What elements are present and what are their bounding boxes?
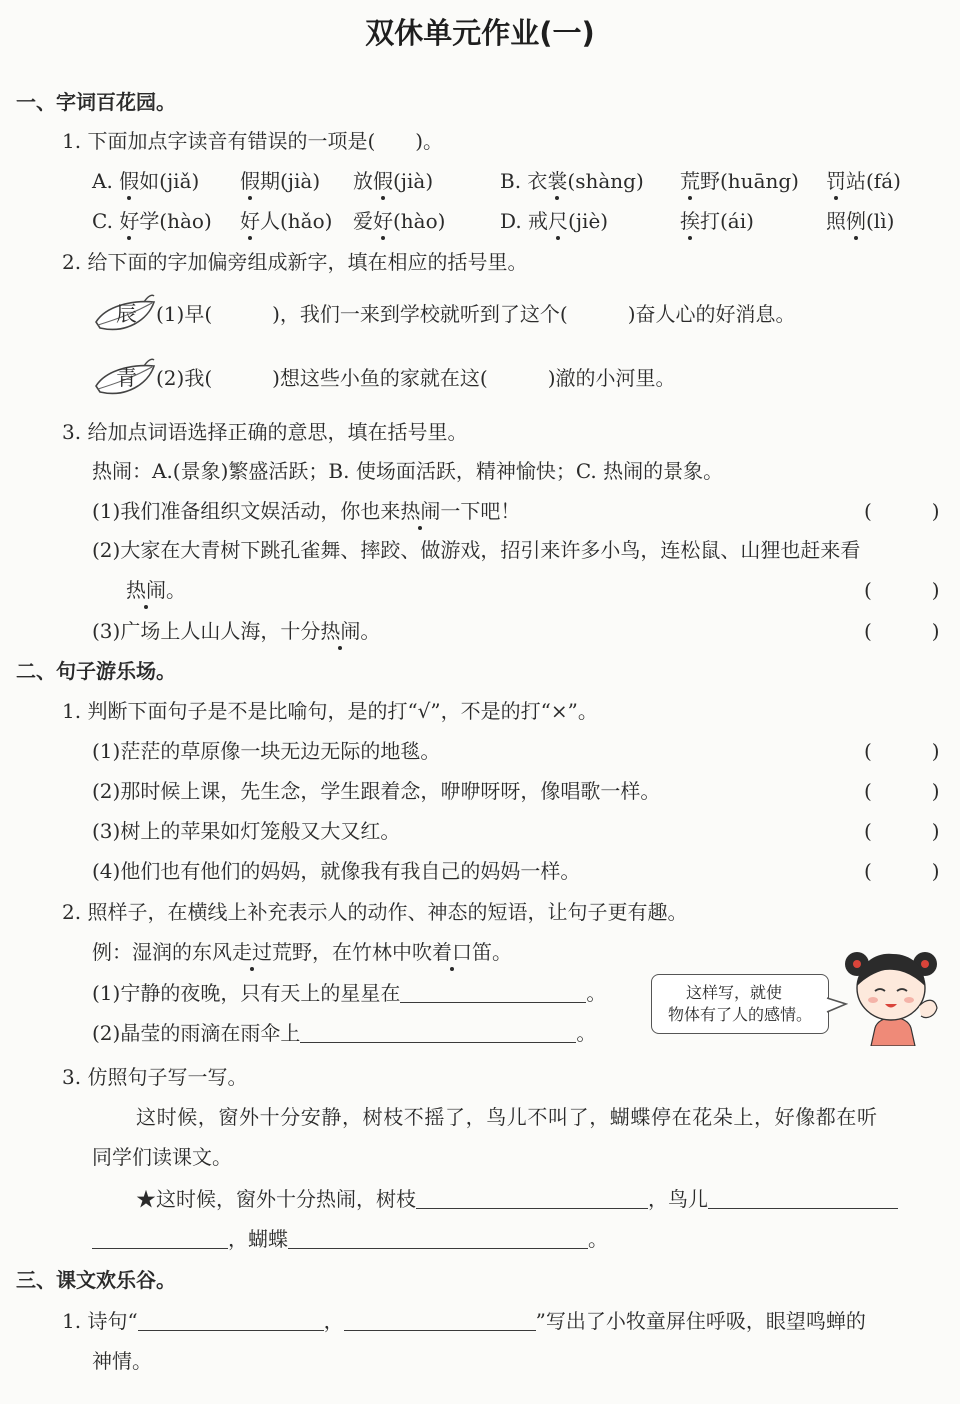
answer-blank[interactable] — [288, 1228, 588, 1249]
q1-1-option-a-3: 放假(jià) — [353, 169, 434, 193]
q1-1-option-d-3: 照例(lì) — [826, 209, 895, 233]
leaf-character-1: 辰 — [116, 302, 137, 326]
answer-blank[interactable] — [92, 1228, 228, 1249]
q1-3-definition: 热闹：A.(景象)繁盛活跃；B. 使场面活跃，精神愉快；C. 热闹的景象。 — [92, 459, 724, 483]
q1-1-option-d: D. 戒尺(jiè) — [500, 209, 609, 233]
q1-2-stem: 2. 给下面的字加偏旁组成新字，填在相应的括号里。 — [62, 250, 528, 274]
q1-1-option-d-2: 挨打(ái) — [680, 209, 754, 233]
q1-3-item-3: (3)广场上人山人海，十分热闹。 — [92, 619, 381, 643]
q1-1-option-c: C. 好学(hào) — [92, 209, 212, 233]
section-3-heading: 三、课文欢乐谷。 — [16, 1268, 176, 1292]
section-2-heading: 二、句子游乐场。 — [16, 659, 176, 683]
answer-paren[interactable]: ( ) — [864, 499, 940, 523]
q1-1-option-a-2: 假期(jià) — [240, 169, 321, 193]
q1-2-line-2: (2)我( )想这些小鱼的家就在这( )澈的小河里。 — [156, 366, 676, 390]
q1-1-option-c-2: 好人(hǎo) — [240, 209, 333, 233]
answer-blank[interactable] — [344, 1310, 536, 1331]
q2-2-item-2: (2)晶莹的雨滴在雨伞上 。 — [92, 1021, 597, 1045]
q2-3-write-line-1: ★这时候，窗外十分热闹，树枝 ，鸟儿 — [136, 1188, 898, 1209]
q1-3-item-2-cont: 热闹。 — [126, 578, 186, 602]
answer-blank[interactable] — [138, 1310, 324, 1331]
q1-1-option-b: B. 衣裳(shàng) — [500, 169, 644, 193]
q2-1-item-1: (1)茫茫的草原像一块无边无际的地毯。 — [92, 739, 441, 763]
q1-1-option-b-3: 罚站(fá) — [826, 169, 901, 193]
answer-paren[interactable]: ( ) — [864, 578, 940, 602]
q1-1-option-c-3: 爱好(hào) — [353, 209, 446, 233]
answer-paren[interactable]: ( ) — [864, 859, 940, 883]
answer-blank[interactable] — [300, 1022, 576, 1043]
answer-paren[interactable]: ( ) — [864, 619, 940, 643]
section-1-heading: 一、字词百花园。 — [16, 90, 176, 114]
answer-blank[interactable] — [708, 1188, 898, 1209]
q2-2-item-1: (1)宁静的夜晚，只有天上的星星在 。 — [92, 981, 607, 1005]
girl-illustration-icon — [835, 936, 945, 1051]
q2-2-example: 例：湿润的东风走过荒野，在竹林中吹着口笛。 — [92, 940, 512, 964]
q1-3-item-1: (1)我们准备组织文娱活动，你也来热闹一下吧！ — [92, 499, 521, 523]
q1-3-item-2: (2)大家在大青树下跳孔雀舞、摔跤、做游戏，招引来许多小鸟，连松鼠、山狸也赶来看 — [92, 538, 861, 562]
answer-blank[interactable] — [416, 1188, 648, 1209]
leaf-character-2: 青 — [116, 366, 137, 390]
answer-blank[interactable] — [400, 982, 586, 1003]
q3-1-line-cont: 神情。 — [92, 1349, 152, 1373]
q2-2-stem: 2. 照样子，在横线上补充表示人的动作、神态的短语，让句子更有趣。 — [62, 900, 688, 924]
q2-1-item-4: (4)他们也有他们的妈妈，就像我有我自己的妈妈一样。 — [92, 859, 581, 883]
q1-1-option-b-2: 荒野(huāng) — [680, 169, 799, 193]
q2-3-stem: 3. 仿照句子写一写。 — [62, 1065, 248, 1089]
q1-1-option-a: A. 假如(jiǎ) — [92, 169, 200, 193]
q1-1-stem: 1. 下面加点字读音有错误的一项是( )。 — [62, 129, 444, 153]
q2-3-passage-2: 同学们读课文。 — [92, 1145, 232, 1169]
q1-2-line-1: (1)早( )，我们一来到学校就听到了这个( )奋人心的好消息。 — [156, 302, 796, 326]
answer-paren[interactable]: ( ) — [864, 739, 940, 763]
speech-bubble: 这样写，就使 物体有了人的感情。 — [651, 974, 829, 1034]
q2-3-write-line-2: ，蝴蝶 。 — [92, 1228, 608, 1249]
q1-3-stem: 3. 给加点词语选择正确的意思，填在括号里。 — [62, 420, 468, 444]
q2-1-item-2: (2)那时候上课，先生念，学生跟着念，咿咿呀呀，像唱歌一样。 — [92, 779, 661, 803]
q2-1-item-3: (3)树上的苹果如灯笼般又大又红。 — [92, 819, 401, 843]
page-title: 双休单元作业(一) — [365, 16, 595, 50]
answer-paren[interactable]: ( ) — [864, 819, 940, 843]
answer-paren[interactable]: ( ) — [864, 779, 940, 803]
q2-1-stem: 1. 判断下面句子是不是比喻句，是的打“√”，不是的打“×”。 — [62, 699, 598, 723]
q2-3-passage-1: 这时候，窗外十分安静，树枝不摇了，鸟儿不叫了，蝴蝶停在花朵上，好像都在听 — [136, 1105, 878, 1129]
q3-1-line: 1. 诗句“ ， ”写出了小牧童屏住呼吸，眼望鸣蝉的 — [62, 1309, 866, 1333]
